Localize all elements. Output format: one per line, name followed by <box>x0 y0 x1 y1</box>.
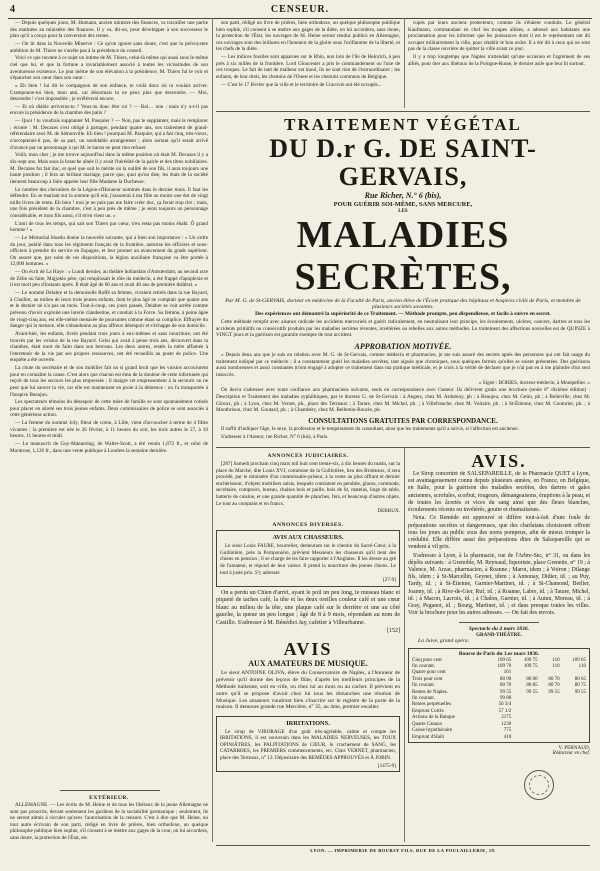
bourse-label: Rentes de Naples. <box>412 689 448 695</box>
bourse-value: 56 3/4 <box>498 702 512 708</box>
bourse-label: Cinq pour cent <box>412 657 442 663</box>
annonce-judiciaire-sign: DEBRUX. <box>377 508 400 515</box>
bourse-table <box>411 658 587 741</box>
chasseurs-ref: [27-9] <box>383 577 396 584</box>
column-rule-2-bottom <box>404 448 405 842</box>
avis-depots: S'adresser à Lyon, à la pharmacie, rue de l'Arbre-Sec, n° 31, ou dans les dépôts suivants : à Grenoble, M. Reynaud, liquoriste, place Grenette, n° 19 ; à Valence, M. Arzac, pharmacien, à Roanne ; Marot, idem ; à Voiron ; Dilange fils, idem ; à St-Marcellin, Geynet, idem ; à Annonay, Didier, id. ; au Puy, Tardy, id. ; à St-Étienne, Garnier-Martinet, id. ; à St-Chamond, Berlier, Joanny, id. ; à Rive-de-Gier, Ruf, id. ; à Roanne, Labre, id. ; à Tarare, Michel, id. ; à Macon, Lacroix, id. ; à Chalon, Garnier, id. ; à Autun, Moreau, id. ; à Gray, Peganot, id. ; Bourg, Martinet, id. ; et dans presque toutes les villes. Voir la brochure pour les autres adresses. — On fait des envois. <box>408 552 590 617</box>
ad-approbation-heading: APPROBATION MOTIVÉE. <box>354 341 452 351</box>
bourse-value: 80 00 <box>526 676 538 682</box>
registration-stamp <box>524 770 554 800</box>
bourse-value: 80 75 <box>574 683 586 689</box>
bourse-value: 80 70 <box>548 676 560 682</box>
avis-text: Le Sirop concentré de SALSEPAREILLE, de la Pharmacie QUET à Lyon, est avantageusement connu depuis plusieurs années, en France, en Belgique, en Italie, pour la guérison des maladies secrètes, des dartres et gales anciennes, scrofules, scorbut, rougeurs, démangeaisons, éruptions à la peau, et de toutes les âcretés et vices du sang ainsi que des fleurs blanches, écoulements récents ou invétérés, goutte et rhumatismes. <box>408 471 590 514</box>
news-paragraph: Voici ce que raconte à ce sujet un intime de M. Thiers, celui-là même qui aussi sous le même ciel que lui, et que la fortune a invariablement associé à toutes les vicissitudes de son aventureuse existence. Le jour même de son élévation à la présidence, M. Thiers fut le voir et s'épancher son cœur dans son cœur : <box>10 55 208 82</box>
bourse-value: 109 75 <box>523 664 538 670</box>
bourse-box <box>408 648 590 743</box>
musique-heading: AVIS <box>283 638 333 659</box>
bourse-label: Quatre pour cent <box>412 670 446 676</box>
spectacle-rule <box>459 622 539 623</box>
ad-address-line: Rue Richer, N.° 6 (bis), <box>364 191 442 200</box>
gerant-title: Rédacteur en chef. <box>552 750 590 756</box>
bourse-value: 1230 <box>501 721 512 727</box>
bourse-label: Emprunt d'Haïti <box>412 734 445 740</box>
bourse-value: 80 85 <box>526 683 538 689</box>
bourse-value: 109 65 <box>572 657 586 663</box>
ad-rule-top <box>216 111 590 112</box>
irritations-box <box>216 716 400 773</box>
spectacle-heading: Spectacle du 4 mars 1836. <box>468 625 530 632</box>
printer-imprint: LYON. — IMPRIMERIE DE BOURSY FILS, RUE DE LA POULAILLERIE, 19. <box>310 848 496 853</box>
news-paragraph: — La femme du nommé Joly, fileur de coton, à Lille, vient d'accoucher à terme de 4 filles vivantes ; la première est née le 26 février, à 11 heures du soir, les trois autres le 27, à 10 heures, 11 heures et midi. <box>10 420 208 440</box>
ad-consult <box>216 426 590 442</box>
news-paragraph: — Les milices fossiles sont apparues sur le Rhin, non loin de l'île de Heinrich, à peu près à six milles de la frontière. Lord Gloucester a pris le commandement ou l'une de ces troupes. Le fait de tant de malheur est inouï, ils ne sont rien de l'extraordinaire ; les enfants, de leur droit, les chemins de l'Ouest et les chemins communs de Belgique. <box>216 54 400 80</box>
bourse-value: 80 70 <box>548 683 560 689</box>
ad-intro-text: Cette méthode remplit avec aisance radicale les accidents mercuriels et guérit radicalement, en neutralisant leur principe, les écoulements, ulcères, cancers, dartres et tous les accidents primitifs ou consécutifs produits par les maladies secrètes récentes, invétérées ou rebelles aux autres méthodes. Le traitement des affections nouvelles est de QUINZE à VINGT jours et la guérison est garantie exempte de tout accident. <box>216 319 590 339</box>
masthead-title: CENSEUR. <box>270 4 330 15</box>
bourse-label: Rentes perpétuelles <box>412 702 452 708</box>
news-paragraph: Il y a trop longtemps que Naples n'attendait qu'une occasion et l'agrément de ses alliés, pour ôter aux libéraux de la Pologne-Russe, le dernier asile que leur lit surtout. <box>408 54 590 67</box>
column-3-news <box>408 20 590 108</box>
bourse-value: 109 75 <box>523 657 538 663</box>
bourse-label: fin courant. <box>412 696 436 702</box>
bourse-label: Quatre Canaux <box>412 721 443 727</box>
column-1-news <box>10 20 208 780</box>
avis-salsepareille <box>408 471 590 619</box>
column-rule-2-top <box>404 18 405 108</box>
bourse-value: 99 55 <box>548 689 560 695</box>
bourse-value: 110 <box>578 664 586 670</box>
bourse-label: Emprunt Cortès <box>412 708 444 714</box>
news-paragraph: — Depuis quelques jours, M. Humann, ancien ministre des finances, va travailler une partie des matinées au ministère des finances. Il y va, dit-on, pour développer à son successeur le plan qu'il a conçu pour la conversion des rentes. <box>10 20 208 40</box>
bourse-value: 101 <box>503 670 512 676</box>
spectacle-theatre: GRAND-THÉÂTRE. <box>476 632 522 638</box>
ad-consult-text: Il suffit d'indiquer l'âge, le sexe, la profession et le tempérament du consultant, ainsi que les traitements qu'il a suivis, si l'affection est ancienne. <box>221 425 519 432</box>
musique-notice <box>216 670 400 713</box>
chasseurs-text: Le sieur Louis FAURE, bourrelier, demeurant sur le chemin du Sacré-Cœur, à la Guillotière, près la Pomponière, prévient Messieurs les chasseurs qu'il tient des chiens en pension ; il se charge de les faire rapporter à l'Anglaise. Il les dresse au gré de l'amateur, et répond de leur valeur. Il prend la nourriture des jeunes chiens. Le tout à juste prix. S'y adresser. <box>220 543 396 576</box>
news-paragraph: « Eh bien ! lui dit le compagnon de son enfance, te voilà donc où tu voulais arriver. Crampoune-toi bien, mon ami, car désormais tu ne peux plus que descendre. — Moi, descendre ! c'est impossible ; je m'élèverai encore. <box>10 82 208 103</box>
spectacle-section <box>408 626 590 644</box>
news-paragraph: — Le Mémorial bluedu donne la nouvelle suivante, qui a bien son importance : « Un ordre du jour, publié dans tous les régiments français de la frontière, autorise les officiers et sous-officiers à prendre du service en Espagne, et leur promet un avancement du grade supérieur. On assure que, par suite de ces dispositions, la légion auxiliaire française va être portée à 12,000 hommes. » <box>10 235 208 268</box>
ad-depots: On devra s'adresser avec toute confiance aux pharmaciens suivants, seuls en correspondance avec l'auteur. Ils délivrent gratis une brochure (seule 8° dixième édition) : Description et Traitement des maladies syphilitiques, par le docteur G. de St-Gervais : à Angers, chez M. Ardumoy, ph ; à Beaujeu, chez M. Gelin, ph ; à Belleville, chez M. Giroux, ph ; à Lyon, chez M. Vernet, ph., place des Terreaux ; à Tarare, chez M. Michel, ph. ; à Villefranche, chez M. Voitaire, ph. ; à St-Étienne, chez M. Couturier, ph. ; à Montbrison, chez M. Goutard, ph. ; à Chambéry, chez M. Bellemin-Boucle, ph. <box>216 387 590 414</box>
ad-rule-bottom <box>216 447 590 448</box>
news-paragraph: — Le nommé Delabre et la demoiselle Roffé sa femme, vivaient retirés dans la rue Bayard, à Chaillot, au milieu de leurs trois jeunes enfants, dont le plus âgé ne comptait que quatre ans et le dernier né n'a pas un mois. Tout-à-coup, ces jours passés, Delabre se voit arrêté comme prévenu d'avoir exploité une loterie clandestine, et conduit à la Force. Sa femme, à peine âgée de vingt-cinq ans, est elle-même menacée de poursuites comme étant sa complice. Effrayée du danger qui la menace, elle s'abandonne au plus affreux désespoir et s'échappe de son domicile. <box>10 290 208 330</box>
irritations-ref: [1475-9] <box>377 762 396 769</box>
news-paragraph: Avant-hier, les enfants, livrés pendant trois jours à eux-mêmes et sans nourriture, ont été trouvés par les voisins de la rue Bayard. Celui qui avait à peine trois ans, découvert dans la chambre, était mort de faim dans son berceau. Les deux autres, restés la mère affamée à l'entretenir de la vie par ses propres ressources, ont été recueillis au poste de police. Une enquête a été ouverte. <box>10 330 208 364</box>
news-paragraph: son parti, rédigé un livre de prières, bien orthodoxe, un quelque philosophe publique bien sophie, s'il consent à se mettre aux gages de la diète, on lui accordera, sans doute, la protection de l'État, les ouvrages de M. Heine seront rendus publics en Allemagne, ces ouvrages sont des brûlures en l'honneur de la gloire sous l'oriflamme de la liberté, et les chefs de la diète. <box>216 20 400 53</box>
chien-text: On a perdu un Chien d'arrêt, ayant le poil un peu long, le museau blanc et piqueté de taches café, la tête et les deux oreilles couleur café et une cœur blanc au milieu de la tête, une plaque café sur le derrière et une au côté gauche, la queue un peu longue ; âgé de 8 à 9 mois, répondant au nom de Castillo. S'adresser à M. Bénédict Jay, cafetier à Villeurbanne. <box>216 590 400 626</box>
news-paragraph: — Quoi ! tu voudrais supplanter M. Pasquier ? — Non, pas le supplanter, mais le remplacer ; écoute : M. Decazes s'est obligé à partager, pendant quatre ans, son traitement de grand-référendaire avec M. de Sémonville. Eh bien ! pourquoi M. Pasquier, qui a fait cinq, très-vieux, n'accepterait-il pas, de sa part, un semblable arrangement ; alors sortant qu'il serait arrivé d'avance par un personnage à qui M. le baron ne peut rien refuser. <box>10 118 208 151</box>
bourse-value: 410 <box>503 734 512 740</box>
bourse-value: 80 70 <box>500 683 512 689</box>
ad-address: S'adresser à l'Auteur, rue Richer, N° 6 (bis), à Paris. <box>221 433 329 440</box>
page-header <box>8 4 592 19</box>
bourse-label: fin courant. <box>412 664 436 670</box>
ad-approbation <box>216 352 590 415</box>
bourse-value: 80 90 <box>500 676 512 682</box>
column-rule-1 <box>212 18 213 842</box>
bourse-row <box>411 735 587 741</box>
bourse-value: 775 <box>503 728 512 734</box>
bourse-heading: Bourse de Paris du 1.er mars 1836. <box>458 650 540 657</box>
annonce-judiciaire-text: [287] Samedi prochain cinq mars mil huit cent trente-six, à dix heures du matin, sur la place du Marché, dite Louis XVI, commune de la Guillotière, lieu des Brotteaux, il sera procédé, par le ministère d'un commissaire-priseur, à la vente au plus offrant et dernier enchérisseur, d'objets mobiliers saisis, lesquels consistent en pendule, glaces, commode, secrétaire, comptoirs, bureau, chaises bois et paille, bois de lit, matelas, linge de table, batterie de cuisine, et une grande quantité de planches, fers, et beaucoup d'autres objets. Le tout au comptant et en francs. <box>216 461 400 507</box>
bourse-value: 99 55 <box>500 689 512 695</box>
footer-rule <box>216 845 590 846</box>
ad-signature: » Signé : BORIES, docteur-médecin, à Montpellier. » <box>478 379 590 386</box>
musique-subheading: AUX AMATEURS DE MUSIQUE. <box>248 658 368 668</box>
ad-consult-heading: CONSULTATIONS GRATUITES PAR CORRESPONDANCE. <box>308 416 498 425</box>
news-paragraph: Les spectateurs témoins du désespoir de cette mère de famille se sont spontanément cotisés pour placer en sûreté ses trois jeunes enfants. Deux commissaires de police se sont associés à cette généreuse action. <box>10 399 208 419</box>
section-rule <box>60 790 160 791</box>
bourse-label: fin courant. <box>412 683 436 689</box>
musique-text: Le sieur ANTOINE OLIVA, élève du Conservatoire de Naples, a l'honneur de prévenir qu'il donne des leçons de flûte, d'après les meilleurs principes de la Méthode italienne, soit en ville, ou chez lui au mois ou au cachet. Il prévient en outre qu'il se propose d'avoir chez lui tous les dimanches une réunion de Musique. Les amateurs voudront bien s'inscrire sur le registre de la porte de la maison. Il demeure grande rue Mercière, n° 35, au 4me, premier escalier. <box>216 669 400 711</box>
ad-approbation-text: « Depuis deux ans que je suis en relation avec M. G. de St-Gervais, comme médecin et pharmacien, je me suis assuré des secrets après des personnes qui ont fait usage du traitement indiqué par ce médecin ; il a constamment guéri les maladies secrètes, tant aiguës que chroniques, sous quelques formes qu'elles se soient présentées. Des guérisons aussi nombreuses et aussi constantes m'ont engagé à adopter ce traitement dans ma pratique médicale, et je crois à la vérité de déclarer que je n'ai pas eu à me plaindre d'un seul insuccès. <box>216 351 590 378</box>
ad-credentials: Par M. G. de St-GERVAIS, docteur en médecine de la Faculté de Paris, ancien élève de l'École pratique des hôpitaux et hospices civils de Paris, et membre de plusieurs sociétés savantes. <box>225 298 581 310</box>
news-paragraph: cupés par leurs anciens protecteurs, comme ils s'étaient conduits. Le général Kaufmann, commandant en chef les troupes alliées, a adressé aux habitants une proclamation pour les informer que les puissances dont il est le représentant ont dû occuper militairement la ville, pour rétablir le bon ordre. Il a été dit à ceux qui ne sont pas de la classe ouvrière de quitter la ville avant ce jour. <box>408 20 590 53</box>
avis-nota: Nota. Ce Remède est approuvé et diffère tout-à-fait d'une foule de préparations secrètes et dangereuses, que des charlatans choisissent offrent tous les jours au public sous des noms pompeux, afin de mieux tromper la crédulité. Elle diffère aussi des préparations dites de Salsepareille qui se vendent à vil prix. <box>408 515 590 551</box>
bourse-value: 99 80 <box>500 696 512 702</box>
bourse-value: 110 <box>552 664 560 670</box>
column-2-annonces <box>216 451 400 841</box>
chien-ref: [152] <box>387 628 400 635</box>
bourse-label: Trois pour cent <box>412 676 443 682</box>
news-paragraph: Le nombre des chevaliers de la Légion-d'Honneur nommés dans le dernier mois. Il faut les défendre. En se mariant sur la somme qu'il eût, j'assurerai à ma fille au moins une dot de vingt mille livres de rente. Eh bien ! moi je ne puis pas me faire créer duc, ça ferait trop rire ; mais, une fois président de la chambre, c'est à peu près de même ; je serai toujours un personnage considérable, et mon fils aussi, s'il m'en vient un. » <box>10 186 208 219</box>
irritations-heading: IRRITATIONS. <box>286 719 330 727</box>
bourse-value <box>512 735 538 741</box>
page-number: 4 <box>10 4 15 15</box>
news-paragraph: L'ami de tous les temps, qui sait son Thiers par cœur, n'en resta pas moins ébahi. Ô grand homme ! » <box>10 220 208 234</box>
bourse-label: Actions de la Banque <box>412 715 455 721</box>
bourse-value <box>561 735 587 741</box>
bourse-value: 109 70 <box>497 664 512 670</box>
bourse-value: 57 1/2 <box>498 708 512 714</box>
bourse-label: Caisse hypothécaire <box>412 728 453 734</box>
bourse-value: 99 55 <box>526 689 538 695</box>
column-2-news <box>216 20 400 108</box>
bourse-value: 2175 <box>501 715 512 721</box>
exterieur-paragraph: ALLEMAGNE. — Les écrits de M. Heine et de tous les libéraux de la jeune Allemagne ne sont pas proscrits, devant seulement les gardiens de la sociabilité germanique ; seulement, ils ne seront admis à circuler qu'avec l'autorisation de la censure. C'est à dire que M. Heine, ou tout autre écrivain de son parti, rédigé en livre de prières, bien orthodoxe, un quelque philosophe publique bien sophie, s'il consent à se mettre aux gages de la cour, on lui accordera, sans doute, la protection de l'État, etc. <box>10 802 208 841</box>
irritations-text: Le sirop de VIRORAGE d'un goût très-agréable, calme et compte les IRRITATIONS, il est souverain dans les MALADIES NERVEUSES, les TOUX OPINIÂTRES, les PALPITATIONS de CŒUR, le crachement de SANG, les CATARRHES, les PREMIERS commencements, etc. Chez VERNET, pharmacien, place des Terreaux, n° 13. Dépositaire des REMÈDES APPROUVÉS et À JOBIN. <box>220 728 396 761</box>
news-paragraph: — On lit dans la Nouvelle Minerve : Ce qu'on ignore sans doute, c'est que la prévoyante ambition de M. Thiers ne s'arrête pas à la présidence du conseil. <box>10 40 208 54</box>
news-paragraph: — C'est le 17 février que la ville et le territoire de Cracovie ont été occupés... <box>221 81 382 88</box>
annonces-judiciaires-heading: ANNONCES JUDICIAIRES. <box>267 453 349 459</box>
bourse-value: 109 65 <box>497 657 512 663</box>
bourse-value <box>539 735 561 741</box>
ad-intro <box>216 319 590 340</box>
ad-headline-doctor: DU D.r G. DE SAINT-GERVAIS, <box>269 134 537 191</box>
news-paragraph: Voilà, mon cher ; je me trouve aujourd'hui dans la même position où était M. Decazes il y a dix-sept ans. Mais sous la branche aînée il y avait l'hérédité de la pairie et des titres nobiliaires. M. Decazes fut fait duc, et quel que soit le mérite ou la nullité de son fils, il aura toujours une haute position ; il fera un brillant mariage, parce que, quoi qu'on dise, les états de la société tiennent beaucoup à faire appeler leur fille Madame la Duchesse. <box>10 152 208 185</box>
ad-headline-maladies: MALADIES SECRÈTES, <box>294 214 512 298</box>
news-paragraph: — On écrit de La Haye : « Lundi dernier, au théâtre hollandais d'Amsterdam, au second acte de Zélie où faite, Majjoklo père, qui remplissait le rôle du médecin, a été frappé d'apoplexie et il est mort peu d'instants après. Il était âgé de 66 ans et avait 40 ans de première théâtral. » <box>10 269 208 289</box>
news-paragraph: — Le manuscrit de Guy-Mannering, de Walter-Scott, a été vendu 1,872 fr., et celui de Montrose, 1,126 fr., dans une vente publique à Londres la semaine dernière. <box>10 441 208 454</box>
news-paragraph: — Et où diable arriveras-tu ? Veux-tu donc être roi ? — Roi… non ; mais n'y a-t-il pas encore la présidence de la chambre des pairs ? <box>10 103 208 117</box>
chasseurs-heading: AVIS AUX CHASSEURS. <box>272 534 344 542</box>
advertisement-saint-gervais <box>216 113 590 445</box>
ad-tagline: Des expériences ont démontré la supériorité de ce Traitement. — Méthode prompte, peu dispendieuse, et facile à suivre en secret. <box>255 311 551 317</box>
ad-article: LES <box>398 209 408 214</box>
gerant-name: V. PERNAUD, <box>558 744 590 751</box>
bourse-value: 80 65 <box>574 676 586 682</box>
spectacle-programme: La Juive, grand opéra. <box>418 637 470 644</box>
ad-headline-traitement: TRAITEMENT VÉGÉTAL <box>284 115 522 134</box>
annonces-diverses-heading: ANNONCES DIVERSES. <box>272 522 344 529</box>
bourse-value: 99 55 <box>574 689 586 695</box>
exterieur-heading: EXTÉRIEUR. <box>89 795 129 801</box>
exterieur-text <box>10 802 208 842</box>
news-paragraph: La chute du secrétaire et de son mobilier fait un si grand bruit que les voisins accoururent pour en connaître la cause. C'est alors que chacun est ému de la douleur de cette infortunée qui reçoit de tous les secours les plus empressés ; il maigre cet empressement à la secourir on ne peut que lui sauver la vie, car elle est maintenant en proie à la démence : on l'a transportée à l'hospice Beaujon. <box>10 365 208 398</box>
column-3-avis <box>408 451 590 843</box>
chien-perdu <box>216 590 400 637</box>
ad-subtitle: POUR GUÉRIR SOI-MÊME, SANS MERCURE, <box>333 201 473 208</box>
chasseurs-box <box>216 530 400 587</box>
bourse-value: 110 <box>552 657 560 663</box>
avis-heading: AVIS. <box>471 451 527 471</box>
